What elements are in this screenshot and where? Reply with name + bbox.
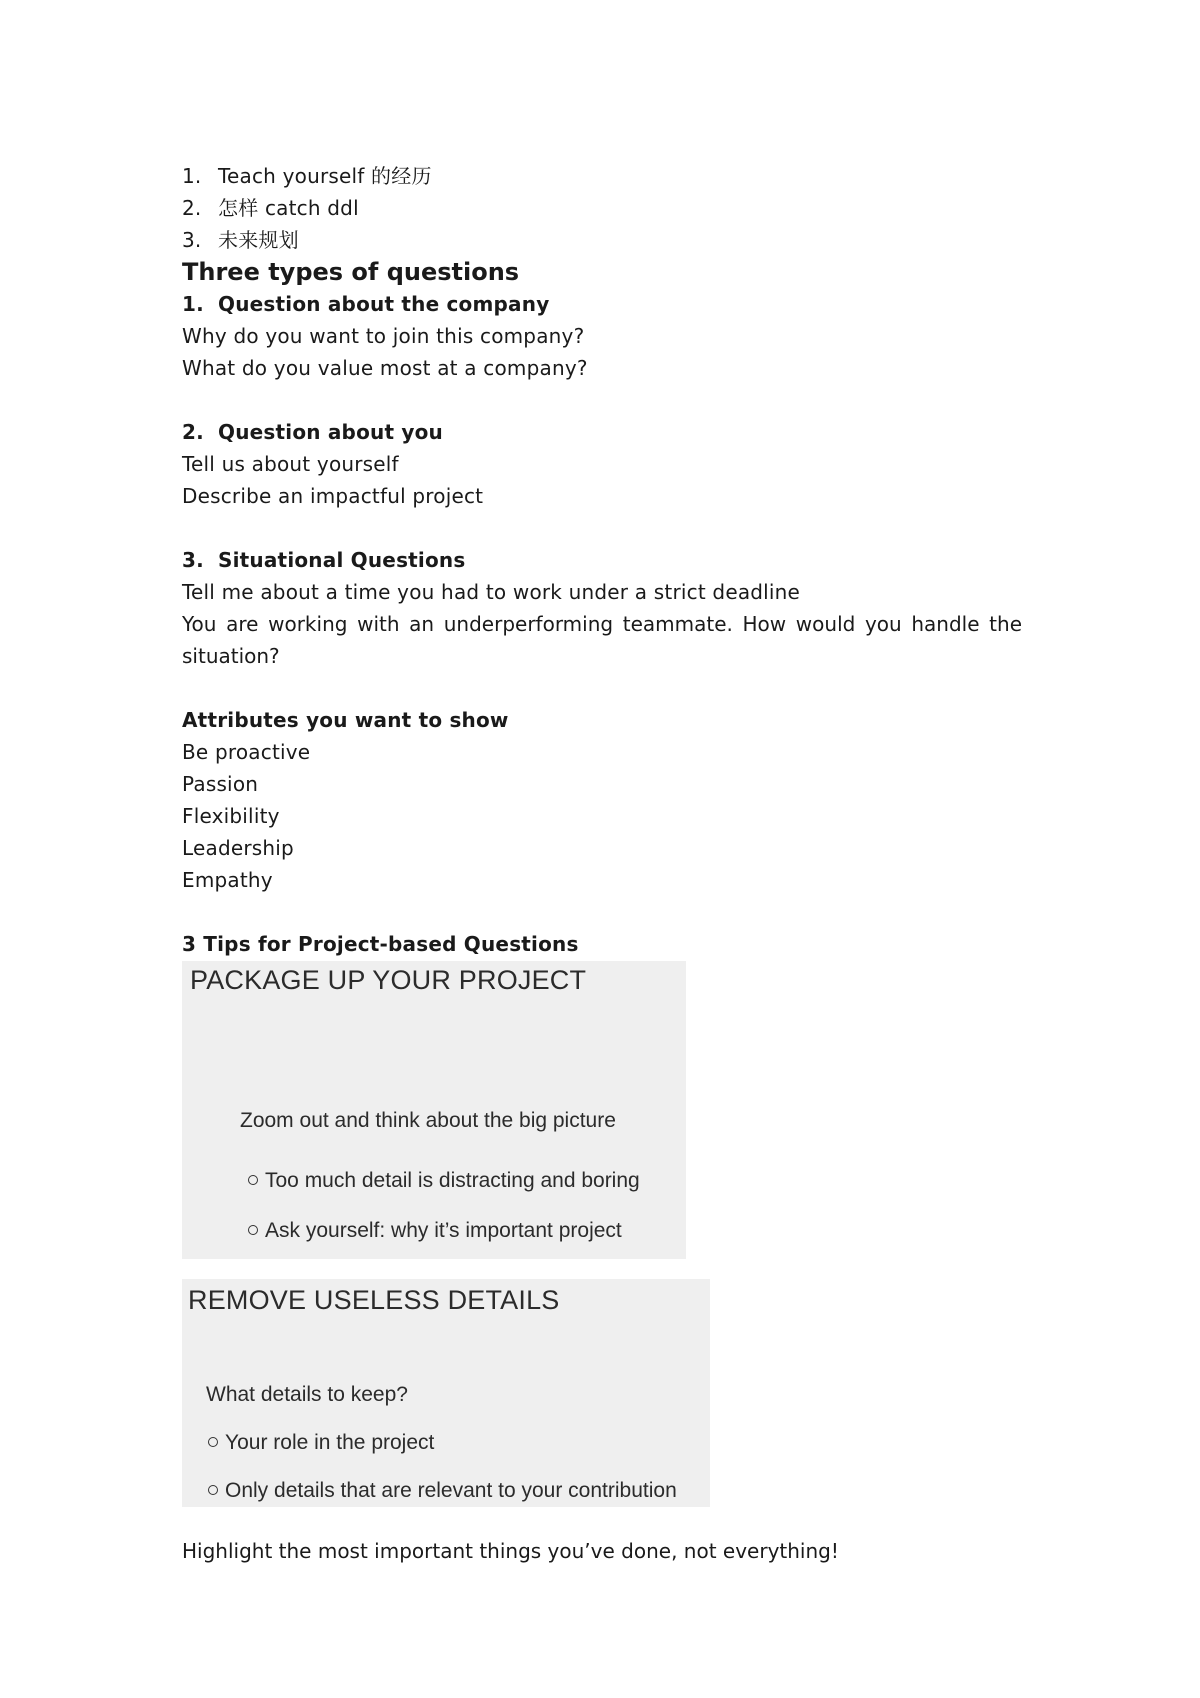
attribute-item: Be proactive: [182, 740, 311, 764]
slide-remove-details: [182, 1279, 710, 1507]
question-line: Describe an impactful project: [182, 484, 484, 508]
main-heading: Three types of questions: [182, 258, 520, 286]
attribute-item: Leadership: [182, 836, 294, 860]
top-numbered-list: [182, 160, 1022, 256]
question-line: Tell me about a time you had to work under a strict deadline: [182, 580, 801, 604]
list-item: 1. Teach yourself 的经历: [182, 164, 432, 188]
attribute-item: Passion: [182, 772, 259, 796]
question-paragraph: You are working with an underperforming teammate. How would you handle the situation?: [182, 612, 1022, 668]
slide-package-project: [182, 961, 686, 1259]
slide-subtitle: Zoom out and think about the big picture: [240, 1109, 616, 1132]
section-heading: 1. Question about the company: [182, 292, 550, 316]
slide-bullet: Ask yourself: why it’s important project: [248, 1219, 622, 1243]
closing-line: Highlight the most important things you’ve done, not everything!: [182, 1539, 839, 1563]
circle-bullet-icon: [208, 1437, 218, 1447]
list-item: 3. 未来规划: [182, 228, 299, 252]
slide-bullet: Your role in the project: [208, 1431, 434, 1455]
attributes-heading: Attributes you want to show: [182, 708, 509, 732]
question-line: Why do you want to join this company?: [182, 324, 585, 348]
slide-subtitle: What details to keep?: [206, 1383, 408, 1406]
list-item: 2. 怎样 catch ddl: [182, 196, 359, 220]
circle-bullet-icon: [208, 1485, 218, 1495]
circle-bullet-icon: [248, 1225, 258, 1235]
tips-heading: 3 Tips for Project-based Questions: [182, 932, 579, 956]
slide-bullet: Too much detail is distracting and boring: [248, 1169, 640, 1193]
document-page: [182, 160, 1022, 1567]
question-line: What do you value most at a company?: [182, 356, 588, 380]
section-heading: 3. Situational Questions: [182, 548, 466, 572]
circle-bullet-icon: [248, 1175, 258, 1185]
slide-bullet: Only details that are relevant to your contribution: [208, 1479, 677, 1503]
section-heading: 2. Question about you: [182, 420, 443, 444]
question-line: Tell us about yourself: [182, 452, 399, 476]
attribute-item: Flexibility: [182, 804, 280, 828]
slide-title: REMOVE USELESS DETAILS: [188, 1285, 560, 1315]
attribute-item: Empathy: [182, 868, 273, 892]
slide-title: PACKAGE UP YOUR PROJECT: [190, 965, 587, 995]
